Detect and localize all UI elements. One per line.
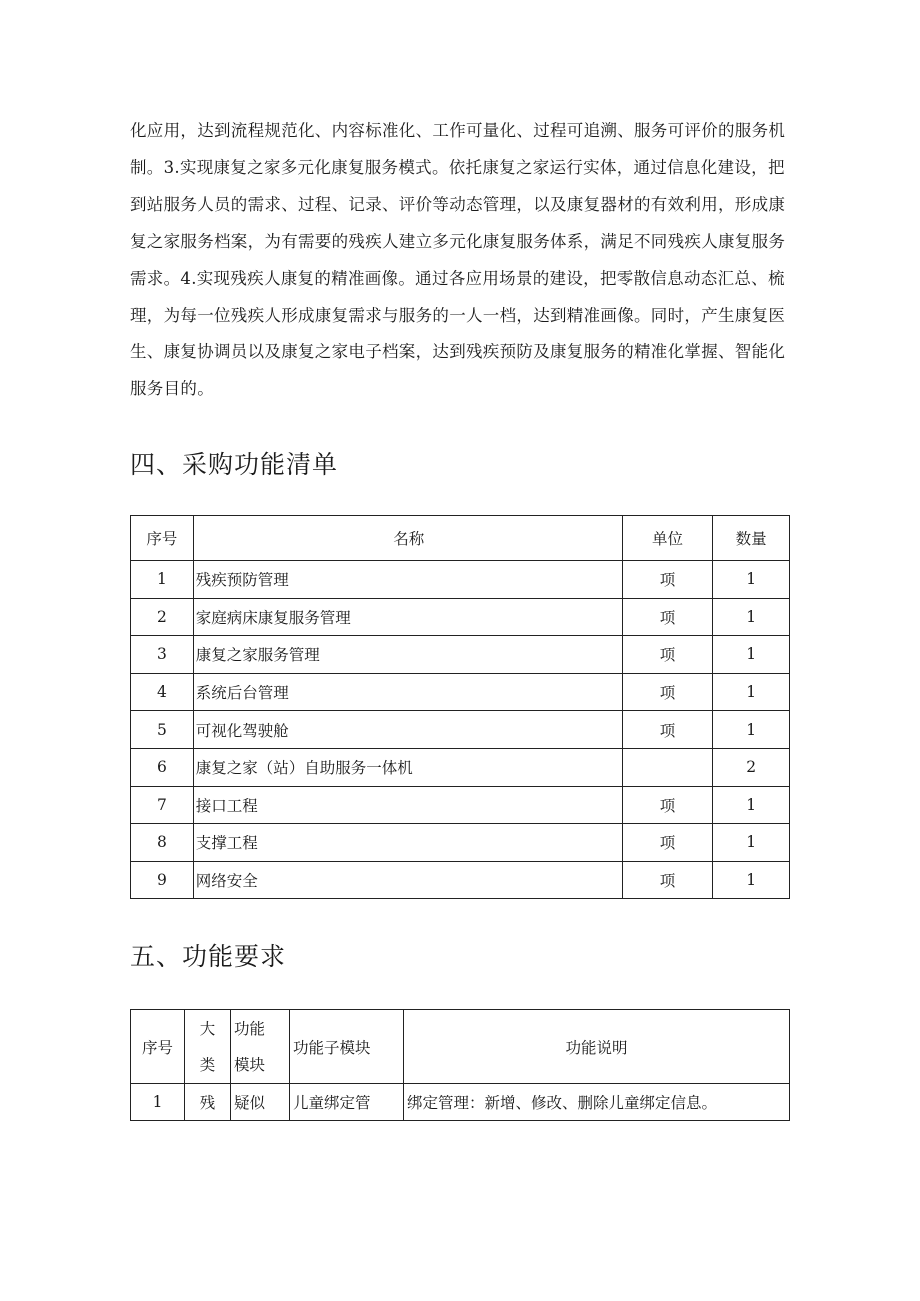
paragraph-line: 需求。4.实现残疾人康复的精准画像。通过各应用场景的建设，把零散信息动态汇总、梳 [130,268,785,288]
cell-qty: 1 [713,786,790,824]
cell-no: 6 [131,748,194,786]
cell-unit: 项 [622,561,713,599]
header-module-line1: 功能 [234,1019,266,1038]
cell-submodule: 儿童绑定管 [290,1084,404,1121]
header-unit: 单位 [622,516,713,561]
table-row [131,786,790,824]
cell-no: 1 [131,1084,185,1121]
paragraph-line: 服务目的。 [130,379,214,399]
paragraph-line: 理，为每一位残疾人形成康复需求与服务的一人一档，达到精准画像。同时，产生康复医 [130,305,786,325]
table-row [131,861,790,899]
cell-unit: 项 [622,673,713,711]
cell-qty: 1 [713,598,790,636]
paragraph-line: 复之家服务档案，为有需要的残疾人建立多元化康复服务体系，满足不同残疾人康复服务 [130,231,786,251]
cell-name: 家庭病床康复服务管理 [193,598,622,636]
table-row [131,636,790,674]
table-header-row [131,1010,790,1084]
cell-qty: 1 [713,561,790,599]
section5-heading: 五、功能要求 [130,942,287,971]
paragraph-line: 制。3.实现康复之家多元化康复服务模式。依托康复之家运行实体，通过信息化建设，把 [130,157,785,177]
function-requirements-table [130,1009,790,1121]
cell-no: 2 [131,598,194,636]
header-no: 序号 [131,1010,185,1084]
paragraph-line: 生、康复协调员以及康复之家电子档案，达到残疾预防及康复服务的精准化掌握、智能化 [130,342,786,362]
paragraph-line: 化应用，达到流程规范化、内容标准化、工作可量化、过程可追溯、服务可评价的服务机 [130,121,786,140]
cell-no: 3 [131,636,194,674]
cell-no: 8 [131,824,194,862]
cell-no: 9 [131,861,194,899]
cell-name: 可视化驾驶舱 [193,711,622,749]
header-qty: 数量 [713,516,790,561]
cell-name: 康复之家（站）自助服务一体机 [193,748,622,786]
cell-no: 7 [131,786,194,824]
cell-module: 疑似 [231,1084,290,1121]
header-description: 功能说明 [404,1010,790,1084]
table-row [131,824,790,862]
table-header-row [131,516,790,561]
cell-unit [622,748,713,786]
cell-unit: 项 [622,861,713,899]
table-row [131,1084,790,1121]
cell-unit: 项 [622,786,713,824]
header-module-line2: 模块 [234,1055,266,1074]
table-row [131,673,790,711]
header-submodule: 功能子模块 [290,1010,404,1084]
cell-qty: 2 [713,748,790,786]
table-row [131,711,790,749]
cell-unit: 项 [622,636,713,674]
cell-name: 残疾预防管理 [193,561,622,599]
cell-no: 5 [131,711,194,749]
header-module [231,1010,290,1084]
cell-name: 网络安全 [193,861,622,899]
cell-no: 4 [131,673,194,711]
section4-heading: 四、采购功能清单 [130,450,339,479]
cell-description: 绑定管理：新增、修改、删除儿童绑定信息。 [404,1084,790,1121]
header-no: 序号 [131,516,194,561]
cell-name: 康复之家服务管理 [193,636,622,674]
table-row [131,748,790,786]
table-row [131,561,790,599]
paragraph-line: 到站服务人员的需求、过程、记录、评价等动态管理，以及康复器材的有效利用，形成康 [130,194,786,214]
header-category [185,1010,231,1084]
cell-unit: 项 [622,711,713,749]
cell-category: 残 [185,1084,231,1121]
cell-qty: 1 [713,711,790,749]
header-category-line2: 类 [199,1055,216,1074]
cell-no: 1 [131,561,194,599]
cell-qty: 1 [713,673,790,711]
cell-unit: 项 [622,824,713,862]
table-row [131,598,790,636]
cell-qty: 1 [713,824,790,862]
cell-qty: 1 [713,861,790,899]
intro-paragraph [130,113,793,408]
cell-unit: 项 [622,598,713,636]
cell-name: 支撑工程 [193,824,622,862]
procurement-table [130,515,790,899]
header-category-line1: 大 [199,1019,216,1038]
cell-qty: 1 [713,636,790,674]
cell-name: 接口工程 [193,786,622,824]
cell-name: 系统后台管理 [193,673,622,711]
header-name: 名称 [193,516,622,561]
